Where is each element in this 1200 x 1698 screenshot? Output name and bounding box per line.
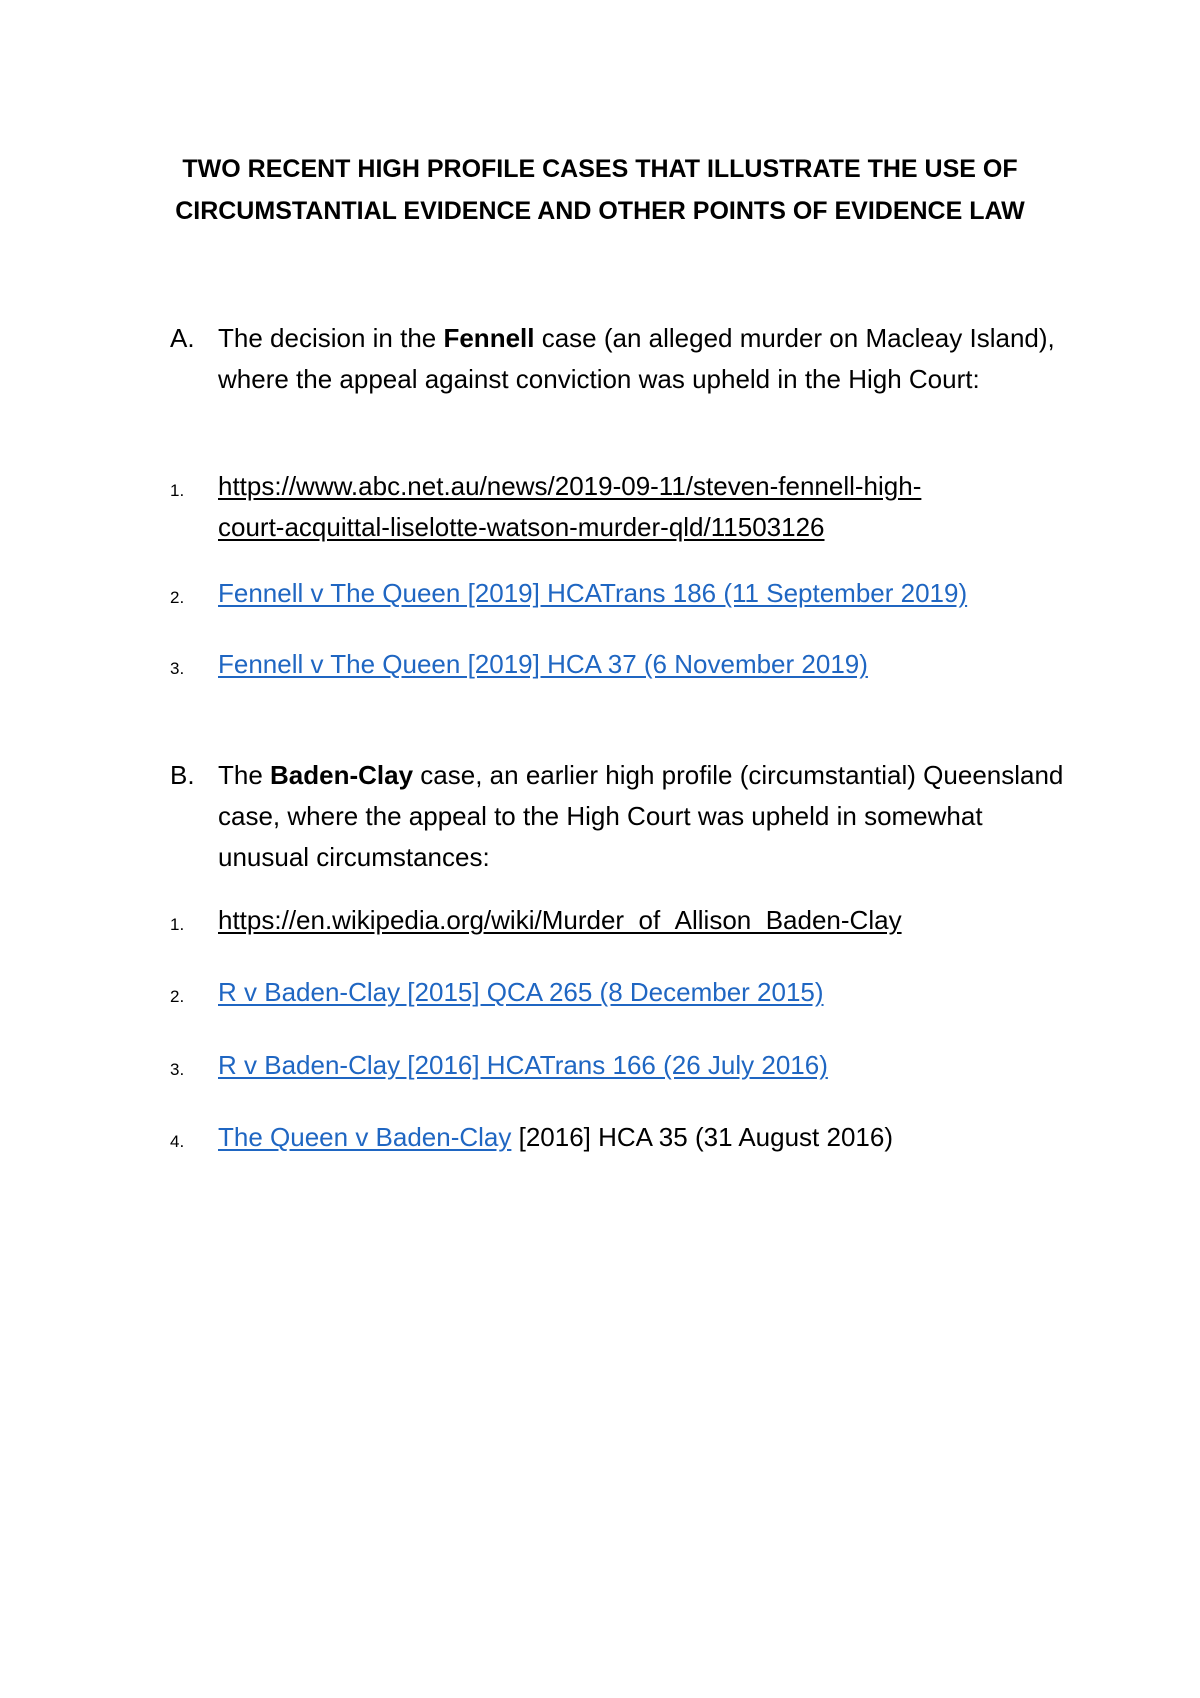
queen-v-baden-clay-link[interactable]: The Queen v Baden-Clay [218,1122,512,1152]
list-number: 1. [170,915,185,934]
list-number: 2. [170,987,185,1006]
document-title [0,148,1200,232]
section-a-text: The decision in the Fennell case (an alleged murder on Macleay Island), where the appeal against conviction was upheld in the High Court: [218,323,1055,394]
case-name-baden-clay: Baden-Clay [270,760,414,790]
section-a-item-3 [170,644,1100,685]
citation-tail: [2016] HCA 35 (31 August 2016) [511,1122,893,1152]
wikipedia-link[interactable]: https://en.wikipedia.org/wiki/Murder_of_Allison_Baden-Clay [218,905,902,935]
fennell-hca-link[interactable]: Fennell v The Queen [2019] HCA 37 (6 November 2019) [218,649,868,679]
section-b-item-3 [170,1045,1100,1086]
baden-clay-hcatrans-link[interactable]: R v Baden-Clay [2016] HCATrans 166 (26 July 2016) [218,1050,828,1080]
case-name-fennell: Fennell [443,323,535,353]
section-b-text: The Baden-Clay case, an earlier high profile (circumstantial) Queensland case, where the appeal to the High Court was upheld in somewhat unusual circumstances: [218,760,1064,872]
list-number: 2. [170,588,185,607]
list-number: 1. [170,481,185,500]
list-number: 3. [170,659,185,678]
list-number: 3. [170,1060,185,1079]
section-b [170,755,1070,878]
section-a [170,318,1070,400]
section-b-item-1 [170,900,1100,941]
section-b-item-2 [170,972,1100,1013]
abc-news-link[interactable]: https://www.abc.net.au/news/2019-09-11/steven-fennell-high- court-acquittal-liselotte-watson-murder-qld/11503126 [218,471,922,542]
section-b-item-4 [170,1117,1100,1158]
section-a-letter: A. [170,323,195,353]
section-a-item-1 [170,466,1100,548]
fennell-hcatrans-link[interactable]: Fennell v The Queen [2019] HCATrans 186 (11 September 2019) [218,578,968,608]
list-number: 4. [170,1132,185,1151]
title-line-2: CIRCUMSTANTIAL EVIDENCE AND OTHER POINTS OF EVIDENCE LAW [175,197,1025,225]
baden-clay-qca-link[interactable]: R v Baden-Clay [2015] QCA 265 (8 December 2015) [218,977,824,1007]
title-line-1: TWO RECENT HIGH PROFILE CASES THAT ILLUSTRATE THE USE OF [182,155,1018,183]
section-b-letter: B. [170,760,195,790]
section-a-item-2 [170,573,1100,614]
